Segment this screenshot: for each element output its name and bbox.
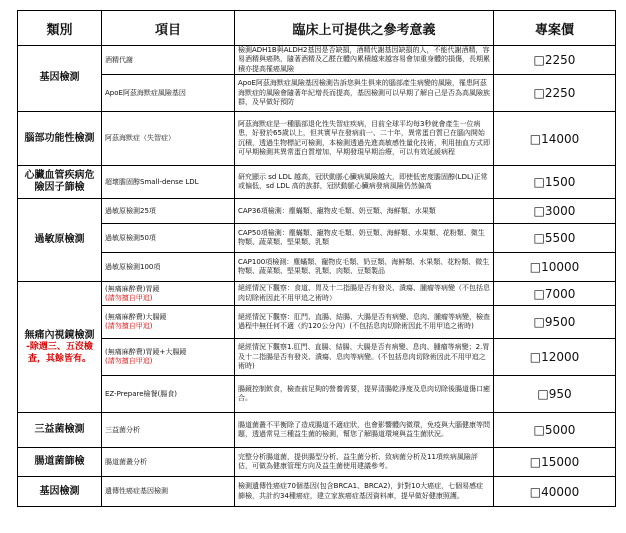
item-cell: EZ-Prepare檢餐(腸食) xyxy=(102,376,235,413)
description-cell: 阿茲海默症是一種腦部退化性失智症疾病，目前全球平均每3秒就會產生一位病患，好發於65歲以上，但其實早在發病前一、二十年，異常蛋白質已在腦內開始沉積，透過生物標記可檢測，本檢測透過先進高敏感性量化技術，利用抽血方式即可早期檢測其異常蛋白質增加，早期發現早期治療，可以有效延緩病程 xyxy=(235,112,494,166)
table-row xyxy=(18,199,616,224)
price-cell[interactable]: □2250 xyxy=(494,46,616,75)
item-label: (無痛麻醉費)胃鏡+大腸鏡 xyxy=(105,348,187,357)
table-row xyxy=(18,306,616,339)
description-cell: CAP50項檢測：塵蟎類、寵物皮毛類、奶豆類、海鮮類、水果類、花粉類、微生物類、蔬菜類、堅果類、乳類 xyxy=(235,224,494,253)
header-description: 臨床上可提供之參考意義 xyxy=(235,11,494,46)
item-cell xyxy=(102,306,235,339)
item-note: (請勿擅自甲追) xyxy=(105,357,153,366)
description-cell: 腸道菌叢不平衡除了造成腸道不適症狀，也會影響體內微環，免疫與大腦健康等問題，透過常見三種益生菌的檢測，幫您了解腸道環境與益生菌狀況。 xyxy=(235,413,494,448)
price-cell[interactable]: □7000 xyxy=(494,282,616,306)
item-cell: 過敏原檢測100項 xyxy=(102,253,235,282)
price-cell[interactable]: □1500 xyxy=(494,166,616,199)
item-cell: ApoE阿茲海默症風險基因 xyxy=(102,75,235,112)
price-cell[interactable]: □14000 xyxy=(494,112,616,166)
table-row xyxy=(18,448,616,477)
item-cell: 超壞膽固醇Small-dense LDL xyxy=(102,166,235,199)
item-cell: 腸道菌叢分析 xyxy=(102,448,235,477)
header-row xyxy=(18,11,616,46)
item-note: (請勿擅自甲追) xyxy=(105,293,153,302)
table-row xyxy=(18,282,616,306)
item-cell: 過敏原檢測50項 xyxy=(102,224,235,253)
category-note: -除週三、五沒檢查，其餘皆有。 xyxy=(26,342,93,364)
category-cell xyxy=(18,282,102,413)
description-cell: 腸鏡控制飲食，檢查前足夠的營養需要，提昇清腸乾淨度及息肉切除後腸道傷口癒合。 xyxy=(235,376,494,413)
table-row xyxy=(18,339,616,376)
item-cell xyxy=(102,339,235,376)
category-cell: 三益菌檢測 xyxy=(18,413,102,448)
table-row xyxy=(18,46,616,75)
description-cell: 絕經情況下觀察：肛門、直腸、結腸、大腸是否有病變、息肉、腫瘤等病變，檢查過程中無任何不適（約120公分內）(不包括息肉切除術因此不用甲追之術時) xyxy=(235,306,494,339)
table-row xyxy=(18,376,616,413)
category-cell: 心臟血管疾病危險因子篩檢 xyxy=(18,166,102,199)
item-cell: 過敏原檢測25項 xyxy=(102,199,235,224)
description-cell: 檢測ADH1B與ALDH2基因是否缺損，酒精代謝基因缺損的人，不能代謝酒精，容易酒精與癌熱，隨著酒精及乙醛在體內累積越來越容易會加重身體的損傷，長期累積亦提高罹癌風險 xyxy=(235,46,494,75)
price-cell[interactable]: □5000 xyxy=(494,413,616,448)
category-cell: 腸道菌篩檢 xyxy=(18,448,102,477)
price-cell[interactable]: □2250 xyxy=(494,75,616,112)
price-table-container xyxy=(17,10,615,524)
description-cell: 檢測遺傳性癌症70個基因(包含BRCA1、BRCA2)，針對10大癌症，七個易感症篩檢，共計約34種癌症，建立家族癌症基因資料庫，提早做好健康照護。 xyxy=(235,477,494,507)
category-cell: 腦部功能性檢測 xyxy=(18,112,102,166)
table-row xyxy=(18,166,616,199)
description-cell: 研究顯示 sd LDL 越高，冠狀動脈心臟病風險越大，即使低密度膽固醇(LDL)正常或偏低，sd LDL 高的族群，冠狀動脈心臟病發病風險仍然偏高 xyxy=(235,166,494,199)
header-price: 專案價 xyxy=(494,11,616,46)
header-item: 項目 xyxy=(102,11,235,46)
price-cell[interactable]: □3000 xyxy=(494,199,616,224)
price-cell[interactable]: □10000 xyxy=(494,253,616,282)
table-row xyxy=(18,253,616,282)
table-row xyxy=(18,75,616,112)
table-row xyxy=(18,224,616,253)
price-cell[interactable]: □12000 xyxy=(494,339,616,376)
item-cell xyxy=(102,282,235,306)
item-label: (無痛麻醉費)大腸鏡 xyxy=(105,313,167,322)
table-row xyxy=(18,112,616,166)
price-table xyxy=(17,10,616,507)
category-cell: 過敏原檢測 xyxy=(18,199,102,282)
price-cell[interactable]: □9500 xyxy=(494,306,616,339)
description-cell: 絕經情況下觀察：食道、胃及十二指腸是否有發炎、潰瘍、腫瘤等病變（不包括息肉切除術因此不用甲追之術時） xyxy=(235,282,494,306)
category-cell: 基因檢測 xyxy=(18,477,102,507)
table-row xyxy=(18,413,616,448)
description-cell: CAP100項檢測：塵蟎類、寵物皮毛類、奶豆類、海鮮類、水果類、花粉類、微生物類、蔬菜類、堅果類、乳類、肉類、豆類製品 xyxy=(235,253,494,282)
price-cell[interactable]: □40000 xyxy=(494,477,616,507)
category-label: 無痛內視鏡檢測 xyxy=(24,329,95,341)
item-note: (請勿擅自甲追) xyxy=(105,322,153,331)
item-label: (無痛麻醉費)胃鏡 xyxy=(105,284,160,293)
price-cell[interactable]: □950 xyxy=(494,376,616,413)
item-cell: 三益菌分析 xyxy=(102,413,235,448)
description-cell: CAP36項檢測：塵蟎類、寵物皮毛類、奶豆類、海鮮類、水果類 xyxy=(235,199,494,224)
description-cell: 絕經情況下觀察1.肛門、直腸、結腸、大腸是否有病變、息肉、腫瘤等病變；2.胃及十二指腸是否有發炎、潰瘍、息肉等病變。(不包括息肉切除術因此不用甲追之術時) xyxy=(235,339,494,376)
header-category: 類別 xyxy=(18,11,102,46)
price-cell[interactable]: □5500 xyxy=(494,224,616,253)
table-row xyxy=(18,477,616,507)
item-cell: 酒精代謝 xyxy=(102,46,235,75)
item-cell: 遺傳性癌症基因檢測 xyxy=(102,477,235,507)
description-cell: 完整分析腸道菌，提供腸型分析、益生菌分析、致病菌分析及11項疾病風險評估，可做為健康管理方向及益生菌使用建議參考。 xyxy=(235,448,494,477)
category-cell: 基因檢測 xyxy=(18,46,102,112)
item-cell: 阿茲海默症（失智症） xyxy=(102,112,235,166)
description-cell: ApoE阿茲海默症風險基因檢測告訴您與生俱來的腦部產生病變的風險，罹患阿茲海默症的風險會隨著年紀增長而提高，基因檢測可以早期了解自己是否為高風險族群，及早做好預防 xyxy=(235,75,494,112)
price-cell[interactable]: □15000 xyxy=(494,448,616,477)
